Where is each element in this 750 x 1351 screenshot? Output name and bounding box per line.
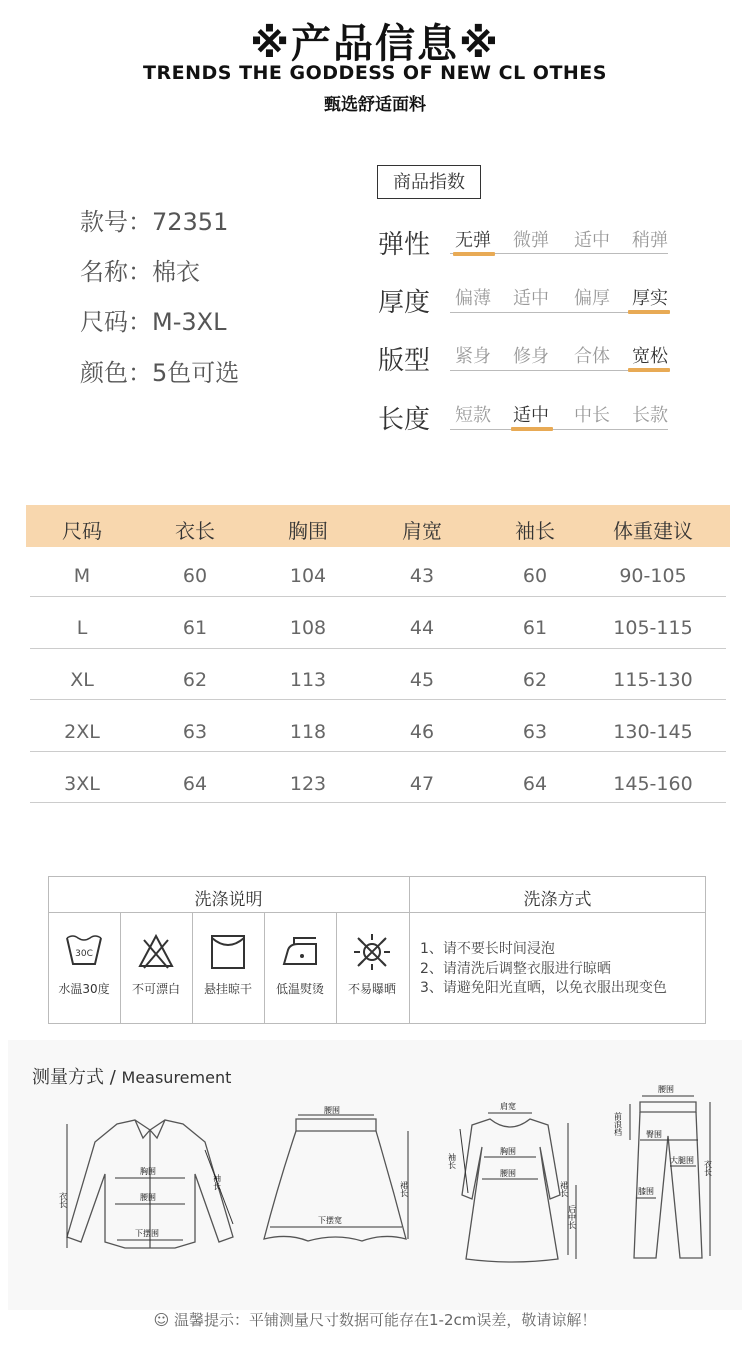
size-col-shoulder: 肩宽: [402, 519, 442, 543]
table-cell: 61: [182, 617, 208, 639]
washing-instructions-title: 洗涤说明: [194, 890, 263, 910]
index-option: 适中: [574, 230, 610, 251]
pants-waist-label: 腰围: [658, 1085, 674, 1094]
wash-label: 不易曝晒: [347, 982, 396, 996]
size-col-size: 尺码: [62, 519, 102, 543]
wash-tip: 1、请不要长时间浸泡: [420, 941, 555, 957]
index-option: 合体: [574, 346, 610, 367]
wash-label: 悬挂晾干: [203, 982, 252, 996]
dress-waist-label: 腰围: [500, 1169, 516, 1178]
index-option: 短款: [455, 405, 491, 426]
index-option: 稍弹: [632, 230, 668, 251]
dress-shoulder-label: 肩宽: [500, 1102, 516, 1111]
table-cell: 44: [409, 617, 435, 639]
table-cell: 64: [182, 773, 208, 795]
shirt-length-label: 衣长: [58, 1192, 68, 1208]
row-divider: [30, 648, 726, 649]
table-cell: 47: [409, 773, 435, 795]
index-title-box: 商品指数: [377, 165, 481, 199]
row-divider: [30, 751, 726, 752]
wash-label: 低温熨烫: [275, 982, 324, 996]
index-option: 适中: [513, 288, 549, 309]
skirt-waist-label: 腰围: [324, 1106, 340, 1115]
size-col-length: 衣长: [175, 519, 215, 543]
shirt-chest-label: 胸围: [140, 1167, 156, 1176]
index-option: 适中: [513, 405, 549, 426]
table-cell: 105-115: [613, 617, 693, 639]
table-cell: 62: [182, 669, 208, 691]
skirt-hem-label: 下摆宽: [318, 1216, 342, 1225]
index-label-elasticity: 弹性: [378, 230, 431, 260]
index-option: 长款: [632, 405, 668, 426]
washing-header-divider: [48, 912, 706, 913]
index-option: 偏薄: [455, 288, 491, 309]
table-cell: 2XL: [64, 721, 100, 743]
table-cell: 90-105: [619, 565, 687, 587]
shirt-hem-label: 下摆围: [135, 1229, 159, 1238]
table-cell: 104: [289, 565, 327, 587]
dress-diagram: [448, 1095, 588, 1270]
skirt-length-label: 裙长: [399, 1181, 409, 1197]
pants-front-rise-label: 前浪档: [613, 1112, 623, 1136]
wash-tip: 2、请清洗后调整衣服进行晾晒: [420, 961, 611, 977]
table-cell: 46: [409, 721, 435, 743]
index-label-thickness: 厚度: [378, 288, 431, 318]
index-selected-marker: [628, 310, 670, 314]
index-option: 偏厚: [574, 288, 610, 309]
index-option: 宽松: [632, 346, 668, 367]
shirt-diagram: [55, 1112, 250, 1257]
index-option: 厚实: [632, 288, 668, 309]
index-option: 无弹: [455, 230, 491, 251]
table-cell: 61: [522, 617, 548, 639]
index-option: 微弹: [513, 230, 549, 251]
dress-length-label: 裙长: [559, 1181, 569, 1197]
shirt-waist-label: 腰围: [140, 1193, 156, 1202]
table-cell: 64: [522, 773, 548, 795]
skirt-diagram: [258, 1105, 418, 1255]
table-cell: 113: [289, 669, 327, 691]
dress-back-length-label: 后中长: [567, 1205, 577, 1229]
measurement-title: 测量方式 / Measurement: [32, 1067, 232, 1088]
washing-cell-divider: [264, 912, 265, 1024]
table-cell: 63: [522, 721, 548, 743]
size-col-sleeve: 袖长: [515, 519, 555, 543]
page-title: ※产品信息※: [250, 21, 500, 67]
footer-tip: ☺ 温馨提示：平铺测量尺寸数据可能存在1-2cm误差，敬请谅解！: [153, 1311, 597, 1329]
washing-method-title: 洗涤方式: [523, 890, 592, 910]
product-size: 尺码：M-3XL: [80, 308, 227, 336]
table-cell: 60: [182, 565, 208, 587]
table-cell: 123: [289, 773, 327, 795]
pants-knee-label: 膝围: [638, 1187, 654, 1196]
row-divider: [30, 596, 726, 597]
hang-dry-icon: [208, 932, 248, 972]
table-cell: 115-130: [613, 669, 693, 691]
index-option: 中长: [574, 405, 610, 426]
index-selected-marker: [628, 368, 670, 372]
wash-tip: 3、请避免阳光直晒，以免衣服出现变色: [420, 980, 667, 996]
pants-thigh-label: 大腿围: [670, 1156, 694, 1165]
table-cell: L: [76, 617, 88, 639]
row-divider: [30, 802, 726, 803]
table-cell: 108: [289, 617, 327, 639]
index-label-fit: 版型: [378, 346, 431, 376]
table-cell: 60: [522, 565, 548, 587]
washing-cell-divider: [120, 912, 121, 1024]
table-cell: M: [73, 565, 91, 587]
index-label-length: 长度: [378, 405, 431, 435]
table-cell: 43: [409, 565, 435, 587]
table-cell: 145-160: [613, 773, 693, 795]
table-cell: 118: [289, 721, 327, 743]
product-model: 款号：72351: [80, 208, 229, 236]
index-option: 紧身: [455, 346, 491, 367]
index-selected-marker: [453, 252, 495, 256]
pants-diagram: [610, 1082, 720, 1262]
product-color: 颜色：5色可选: [80, 359, 240, 387]
washing-cell-divider: [336, 912, 337, 1024]
index-option: 修身: [513, 346, 549, 367]
row-divider: [30, 699, 726, 700]
washing-cell-divider: [192, 912, 193, 1024]
no-sun-icon: [352, 932, 392, 972]
dress-sleeve-label: 袖长: [448, 1153, 457, 1169]
table-cell: 63: [182, 721, 208, 743]
dress-chest-label: 胸围: [500, 1147, 516, 1156]
wash-temperature-mark: 30C: [75, 949, 93, 959]
pants-hip-label: 臀围: [646, 1130, 662, 1139]
table-cell: XL: [70, 669, 94, 691]
subtitle-chinese: 甄选舒适面料: [324, 95, 426, 115]
index-selected-marker: [511, 427, 553, 431]
product-name: 名称：棉衣: [80, 258, 200, 286]
low-iron-icon: [280, 932, 320, 972]
shirt-sleeve-label: 袖长: [212, 1174, 222, 1190]
size-col-weight: 体重建议: [613, 519, 693, 543]
no-bleach-icon: [136, 932, 176, 972]
size-col-chest: 胸围: [288, 519, 328, 543]
table-cell: 62: [522, 669, 548, 691]
index-scale-line: [450, 429, 668, 430]
wash-label: 不可漂白: [131, 982, 180, 996]
subtitle-english: TRENDS THE GODDESS OF NEW CL OTHES: [143, 62, 607, 84]
wash-30-icon: [64, 932, 104, 972]
table-cell: 3XL: [64, 773, 100, 795]
table-cell: 130-145: [613, 721, 693, 743]
pants-length-label: 衣长: [703, 1160, 713, 1176]
wash-label: 水温30度: [58, 982, 110, 996]
table-cell: 45: [409, 669, 435, 691]
